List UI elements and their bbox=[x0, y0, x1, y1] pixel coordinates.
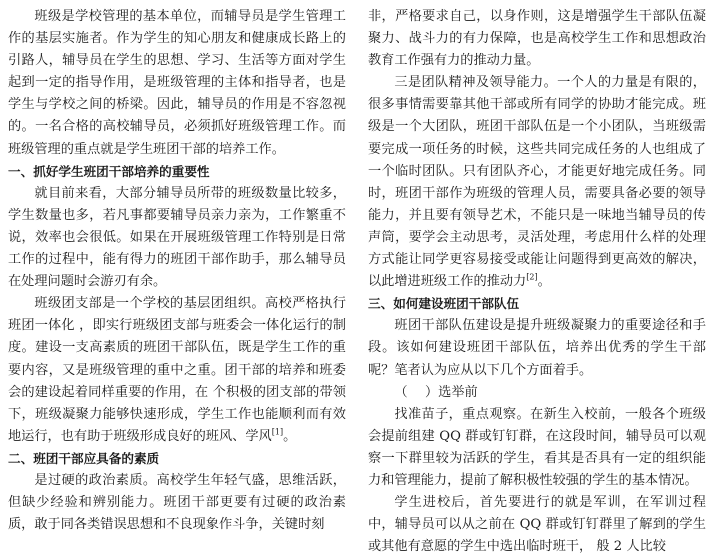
paragraph-team-spirit bbox=[368, 72, 706, 293]
paragraph-league-branch-end: 。 bbox=[283, 428, 297, 444]
paragraph-importance: 就目前来看，大部分辅导员所带的班级数量比较多，学生数量也多，若凡事都要辅导员亲力亲为，工作繁重不说，效率也会很低。如果在开展班级管理工作特别是日常工作的过程中，能有得力的班团干部作助手，那么辅导员在处理问题时会游刃有余。 bbox=[8, 185, 346, 290]
subsection-heading-before-election: （ ）选举前 bbox=[394, 384, 478, 400]
paragraph-observation: 找准苗子，重点观察。在新生入校前，一般各个班级会提前组建 QQ 群或钉钉群，在这段时间，辅导员可以观察一下群里较为活跃的学生，看其是否具有一定的组织能力和管理能力，提前了解积极性较强的学生的基本情况。 bbox=[368, 406, 706, 488]
paragraph-team-building: 班团干部队伍建设是提升班级凝聚力的重要途径和手段。该如何建设班团干部队伍，培养出优秀的学生干部呢？笔者认为应从以下几个方面着手。 bbox=[368, 318, 706, 378]
section-heading-1: 一、抓好学生班团干部培养的重要性 bbox=[8, 163, 210, 179]
citation-ref-2: [2] bbox=[526, 272, 538, 282]
right-column bbox=[368, 6, 706, 558]
left-column bbox=[8, 6, 346, 536]
paragraph-team-spirit-end: 。 bbox=[537, 274, 551, 290]
section-heading-2: 二、班团干部应具备的素质 bbox=[8, 450, 160, 466]
paragraph-team-spirit-text: 三是团队精神及领导能力。一个人的力量是有限的，很多事情需要靠其他干部或所有同学的协助才能完成。班级是一个大团队，班团干部队伍是一个小团队，当班级需要完成一项任务的时候，这些共同完成任务的人也组成了一个临时团队。只有团队齐心，才能更好地完成任务。同时，班团干部作为班级的管理人员，需要具备必要的领导能力，并且要有领导艺术，不能只是一味地当辅导员的传声筒，要学会主动思考，灵活处理，考虑用什么样的处理方式能让同学更容易接受或能让问题得到更高效的解决，以此增进班级工作的推动力 bbox=[368, 75, 706, 290]
paragraph-intro: 班级是学校管理的基本单位，而辅导员是学生管理工作的基层实施者。作为学生的知心朋友和健康成长路上的引路人，辅导员在学生的思想、学习、生活等方面对学生起到一定的指导作用，是班级管理的主体和指导者，也是学生与学校之间的桥梁。因此，辅导员的作用是不容忽视的。一名合格的高校辅导员，必须抓好班级管理工作。而班级管理的重点就是学生班团干部的培养工作。 bbox=[8, 9, 346, 157]
paragraph-military-training: 学生进校后，首先要进行的就是军训，在军训过程中，辅导员可以从之前在 QQ 群或钉钉群里了解到的学生或其他有意愿的学生中选出临时班干， 般 2 人比较 bbox=[368, 495, 706, 555]
paragraph-political-quality: 是过硬的政治素质。高校学生年轻气盛，思维活跃，但缺少经验和辨别能力。班团干部更要有过硬的政治素质，敢于同各类错误思想和不良现象作斗争，关键时刻 bbox=[8, 472, 346, 533]
paragraph-league-branch bbox=[8, 293, 346, 448]
section-heading-3: 三、如何建设班团干部队伍 bbox=[368, 296, 520, 312]
citation-ref-1: [1] bbox=[271, 427, 284, 437]
paragraph-league-branch-text: 班级团支部是一个学校的基层团组织。高校严格执行 班团一体化 ，即实行班级团支部与班委会一体化运行的制度。建设一支高素质的班团干部队伍，既是学生工作的重要内容，又是班级管理的重中之重。团干部的培养和班委会的建设起着同样重要的作用，在 个积极的团支部的带领下，班级凝聚力能够快速形成，学生工作也能顺利而有效地运行，也有助于班级形成良好的班风、学风 bbox=[8, 296, 346, 444]
paragraph-continued: 非，严格要求自己，以身作则，这是增强学生干部队伍凝聚力、战斗力的有力保障，也是高校学生工作和思想政治教育工作强有力的推动力量。 bbox=[368, 9, 706, 69]
